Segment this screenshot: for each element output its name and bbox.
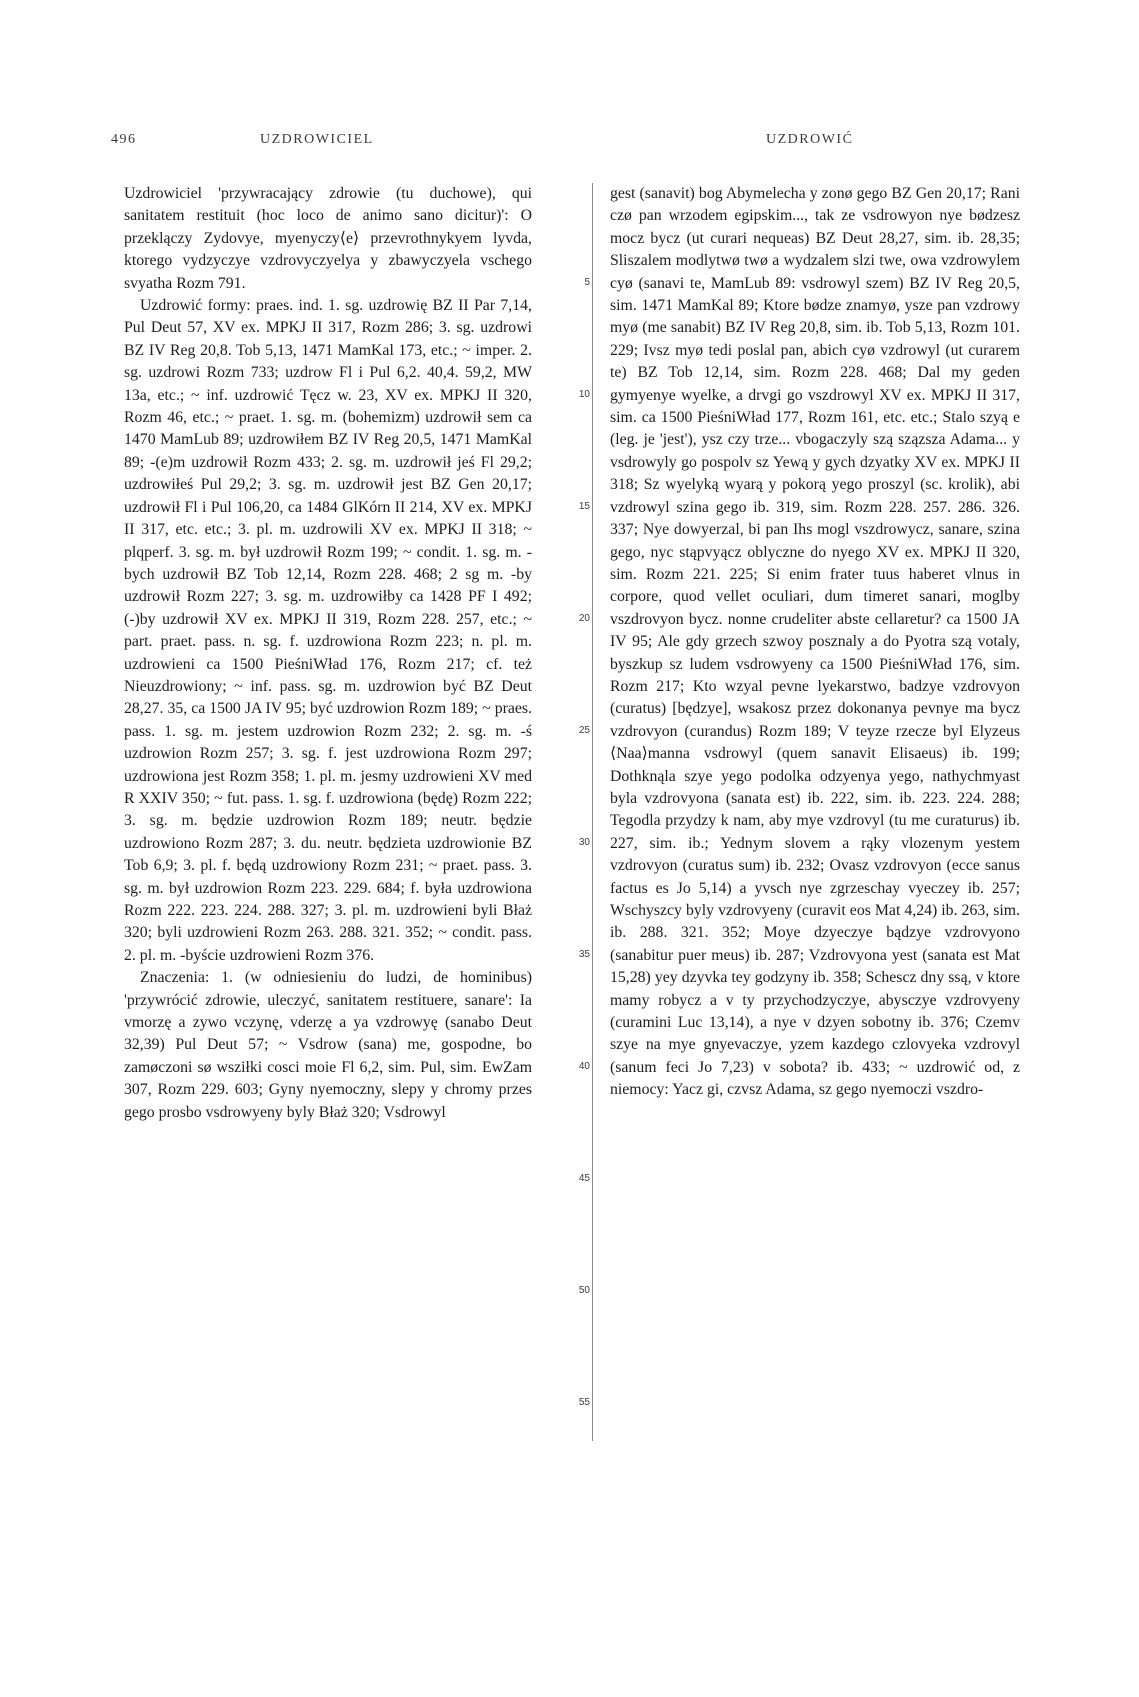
entry-uzdrowic-forms: Uzdrowić formy: praes. ind. 1. sg. uzdrowię BZ II Par 7,14, Pul Deut 57, XV ex. MPKJ II 317, Rozm 286; 3. sg. uzdrowi BZ IV Reg 20,8. Tob 5,13, 1471 MamKal 173, etc.; ~ imper. 2. sg. uzdrowi Rozm 733; uzdrow Fl i Pul 6,2. 40,4. 59,2, MW 13a, etc.; ~ inf. uzdrowić Tęcz w. 23, XV ex. MPKJ II 320, Rozm 46, etc.; ~ praet. 1. sg. m. (bohemizm) uzdrowił sem ca 1470 MamLub 89; uzdrowiłem BZ IV Reg 20,5, 1471 MamKal 89; -(e)m uzdrowił Rozm 433; 2. sg. m. uzdrowił jeś Fl 29,2; uzdrowiłeś Pul 29,2; 3. sg. m. uzdrowił jest BZ Gen 20,17; uzdrowił Fl i Pul 106,20, ca 1484 GlKórn II 214, XV ex. MPKJ II 317, etc. etc.; 3. pl. m. uzdrowili XV ex. MPKJ II 318; ~ plqperf. 3. sg. m. był uzdrowił Rozm 199; ~ condit. 1. sg. m. -bych uzdrowił BZ Tob 12,14, Rozm 228. 468; 2 sg m. -by uzdrowił Rozm 227; 3. sg. m. uzdrowiłby ca 1428 PF I 492; (-)by uzdrowił XV ex. MPKJ II 319, Rozm 228. 257, etc.; ~ part. praet. pass. n. sg. f. uzdrowiona Rozm 223; n. pl. m. uzdrowieni ca 1500 PieśniWład 176, Rozm 217; cf. też Nieuzdrowiony; ~ inf. pass. sg. m. uzdrowion być BZ Deut 28,27. 35, ca 1500 JA IV 95; być uzdrowion Rozm 189; ~ praes. pass. 1. sg. m. jestem uzdrowion Rozm 232; 2. sg. m. -ś uzdrowion Rozm 257; 3. sg. f. jest uzdrowiona Rozm 297; uzdrowiona jest Rozm 358; 1. pl. m. jesmy uzdrowieni XV med R XXIV 350; ~ fut. pass. 1. sg. f. uzdrowiona (będę) Rozm 222; 3. sg. m. będzie uzdrowion Rozm 189; neutr. będzie uzdrowiono Rozm 287; 3. du. neutr. będzieta uzdrowionie BZ Tob 6,9; 3. pl. f. będą uzdrowiony Rozm 231; ~ praet. pass. 3. sg. m. był uzdrowion Rozm 223. 229. 684; f. była uzdrowiona Rozm 222. 223. 224. 288. 327; 3. pl. m. uzdrowieni byli Błaż 320; byli uzdrowieni Rozm 263. 288. 321. 352; ~ condit. pass. 2. pl. m. -byście uzdrowieni Rozm 376. xyxy=(124,297,532,964)
entry-uzdrowiciel: Uzdrowiciel 'przywracający zdrowie (tu duchowe), qui sanitatem restituit (hoc loco de animo sano dicitur)': O przeklączy Zydovye, myenyczy⟨e⟩ przevrothnykyem lyvda, ktorego vydzyczye vzdrovyczyelya y zbawyczyela vschego svyatha Rozm 791. xyxy=(124,185,532,292)
line-number: 15 xyxy=(578,501,590,512)
entry-uzdrowic-citations: gest (sanavit) bog Abymelecha y zonø gego BZ Gen 20,17; Rani czø pan wrzodem egipskim..., tak ze vsdrowyon nye bødzesz mocz bycz (ut curari nequeas) BZ Deut 28,27, sim. ib. 28,35; Sliszalem modlytwø twø a wydzalem slzi twe, owa vzdrowylem cyø (sanavi te, MamLub 89: vsdrowyl szem) BZ IV Reg 20,5, sim. 1471 MamKal 89; Ktore bødze znamyø, ysze pan vzdrowy myø (me sanabit) BZ IV Reg 20,8, sim. ib. Tob 5,13, Rozm 101. 229; Ivsz myø tedi poslal pan, abich cyø vzdrowyl (ut curarem te) BZ Tob 12,14, sim. Rozm 228. 468; Dal my geden gymyenye wyelke, a drvgi go vszdrowyl XV ex. MPKJ II 317, sim. ca 1500 PieśniWład 177, Rozm 161, etc. etc.; Stalo szyą e (leg. je 'jest'), ysz czy trze... vbogaczyly szą szązsza Adama... y vsdrowyly go pospolv sz Yewą y gych dzyatky XV ex. MPKJ II 318; Sz wyelyką wyarą y pokorą yego proszyl (sc. krolik), abi vzdrowyl szina gego ib. 319, sim. Rozm 228. 257. 286. 326. 337; Nye dowyerzal, bi pan Ihs mogl vszdrowycz, sanare, szina gego, nyc stąpvyącz oblyczne do nyego XV ex. MPKJ II 320, sim. Rozm 221. 225; Si enim frater tuus haberet vlnus in corpore, quod vellet oculiari, dum timeret sanari, moglby vszdrovyon bycz. nonne crudeliter abste cellaretur? ca 1500 JA IV 95; Ale gdy grzech szwoy posznaly a do Pyotra szą votaly, byszkup sz ludem vsdrowyeny ca 1500 PieśniWład 176, sim. Rozm 217; Kto wzyal pevne lyekarstwo, badzye vzdrovyon (curatus) [będzye], wsakosz przez dokonanya pevnye ma bycz vzdrovyon (curandus) Rozm 189; V teyze rzecze byl Elyzeus ⟨Naa⟩manna vsdrowyl (quem sanavit Elisaeus) ib. 199; Dothknąla szye yego podolka odzyenya yego, nathychmyast byla vzdrovyona (sanata est) ib. 222, sim. ib. 223. 224. 288; Tegodla przydzy k nam, aby mye vzdrovyl (tu me curaturus) ib. 227, sim. ib.; Yednym slovem a rąky vlozenym yestem vzdrovyon (curatus sum) ib. 232; Ovasz vzdrovyon (ecce sanus factus es Jo 5,14) a yvsch nye zgrzeschay vyeczey ib. 257; Wschyszcy byly vzdrovyeny (curavit eos Mat 4,24) ib. 263, sim. ib. 288. 321. 352; Moye dzyeczye bądzye vzdrovyono (sanabitur puer meus) ib. 287; Vzdrovyona yest (sanata est Mat 15,28) yey dzyvka tey godzyny ib. 358; Schescz dny ssą, v ktore mamy robycz a v ty przychodzyczye, abysczye vzdrovyeny (curamini Luc 13,14), a nye v dzyen sobotny ib. 376; Czemv szye na mye gnyevaczye, yzem kazdego czlovyeka vzdrovyl (sanum feci Jo 7,23) v sobota? ib. 433; ~ uzdrowić od, z niemocy: Yacz gi, czvsz Adama, sz gego nyemoczi vszdro- xyxy=(610,185,1020,1099)
line-numbers xyxy=(576,183,590,1445)
line-number: 55 xyxy=(578,1397,590,1408)
line-number: 10 xyxy=(578,389,590,400)
line-number: 40 xyxy=(578,1061,590,1072)
line-number: 25 xyxy=(578,725,590,736)
line-number: 35 xyxy=(578,949,590,960)
left-column xyxy=(124,183,532,1124)
line-number: 30 xyxy=(578,837,590,848)
line-number: 45 xyxy=(578,1173,590,1184)
line-number: 5 xyxy=(584,277,590,288)
column-divider xyxy=(592,183,593,1441)
page-number: 496 xyxy=(111,132,137,147)
running-head-right: UZDROWIĆ xyxy=(766,132,854,147)
page-header xyxy=(0,132,1139,162)
running-head-left: UZDROWICIEL xyxy=(260,132,374,147)
right-column xyxy=(610,183,1020,1102)
line-number: 20 xyxy=(578,613,590,624)
line-number: 50 xyxy=(578,1285,590,1296)
entry-uzdrowic-meanings: Znaczenia: 1. (w odniesieniu do ludzi, de hominibus) 'przywrócić zdrowie, uleczyć, sanitatem restituere, sanare': Ia vmorzę a zywo vczynę, vderzę a ya vzdrowyę (sanabo Deut 32,39) Pul Deut 57; ~ Vsdrow (sana) me, gospodne, bo zamøczoni sø wsziłki cosci moie Fl 6,2, sim. Pul, sim. EwZam 307, Rozm 229. 603; Gyny nyemoczny, slepy y chromy przes gego prosbo vsdrowyeny byly Błaż 320; Vsdrowyl xyxy=(124,969,532,1121)
